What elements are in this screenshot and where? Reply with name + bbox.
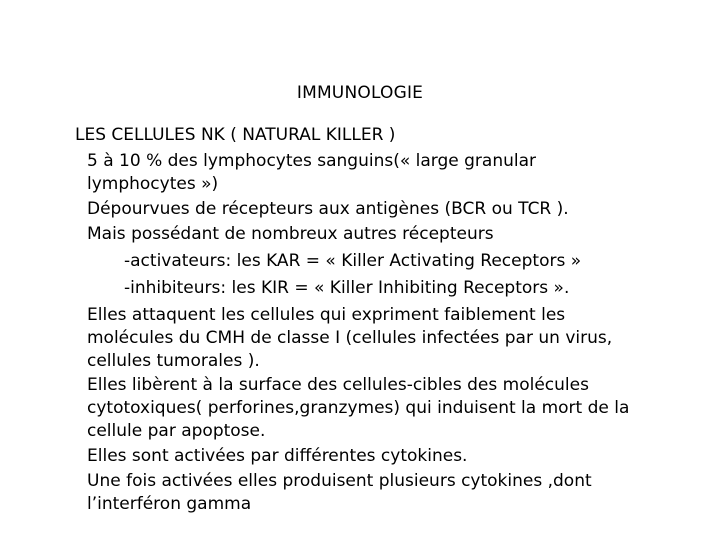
text-line: l’interféron gamma — [87, 494, 252, 514]
text-line: lymphocytes ») — [87, 174, 219, 194]
text-line: Elles libèrent à la surface des cellules-cibles des molécules — [87, 375, 589, 395]
section-heading: LES CELLULES NK ( NATURAL KILLER ) — [75, 125, 396, 145]
text-line: Elles attaquent les cellules qui expriment faiblement les — [87, 305, 566, 325]
text-line: Dépourvues de récepteurs aux antigènes (BCR ou TCR ). — [87, 199, 569, 219]
text-line: 5 à 10 % des lymphocytes sanguins(« large granular — [87, 151, 537, 171]
text-line: -inhibiteurs: les KIR = « Killer Inhibiting Receptors ». — [124, 278, 570, 298]
text-line: Mais possédant de nombreux autres récepteurs — [87, 224, 494, 244]
text-line: cellule par apoptose. — [87, 421, 266, 441]
text-line: molécules du CMH de classe I (cellules infectées par un virus, — [87, 328, 613, 348]
text-line: Une fois activées elles produisent plusieurs cytokines ,dont — [87, 471, 592, 491]
slide-title: IMMUNOLOGIE — [296, 83, 424, 103]
text-line: -activateurs: les KAR = « Killer Activating Receptors » — [124, 251, 582, 271]
text-line: Elles sont activées par différentes cytokines. — [87, 446, 468, 466]
text-line: cellules tumorales ). — [87, 351, 260, 371]
text-line: cytotoxiques( perforines,granzymes) qui induisent la mort de la — [87, 398, 630, 418]
